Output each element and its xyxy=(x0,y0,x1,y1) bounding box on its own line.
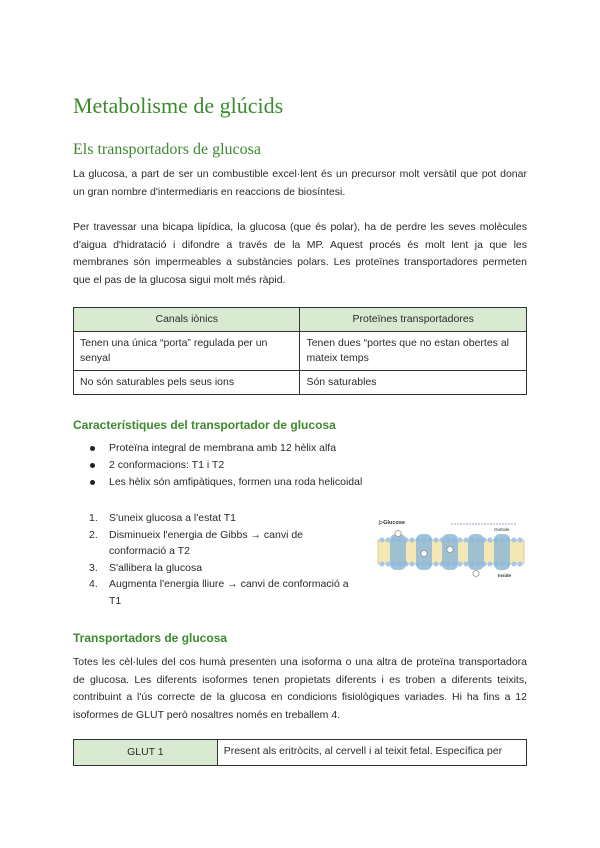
list-item-text: Proteïna integral de membrana amb 12 hèlix alfa xyxy=(109,442,337,454)
table-header-cell: Proteïnes transportadores xyxy=(300,308,527,332)
bullet-icon xyxy=(90,446,95,451)
list-number: 1. xyxy=(89,512,98,524)
bullet-icon xyxy=(90,480,95,485)
list-item-text: 2 conformacions: T1 i T2 xyxy=(109,459,225,471)
table-row xyxy=(74,371,527,395)
table-row xyxy=(74,332,527,371)
list-number: 2. xyxy=(89,528,98,541)
table-cell: No són saturables pels seus ions xyxy=(74,371,300,395)
glut-table xyxy=(73,739,527,766)
list-item xyxy=(73,440,362,457)
section-heading-characteristics: Característiques del transportador de glucosa xyxy=(73,418,336,432)
list-number: 3. xyxy=(89,561,98,574)
paragraph-bilayer: Per travessar una bicapa lipídica, la glucosa (que és polar), ha de perdre les seves molècules d'aigua d'hidratació i difondre a través de la MP. Aquest procés és molt lent ja que les membranes són impermeables a substàncies polars. Les proteïnes transportadores permeten que el pas de la glucosa sigui molt més ràpid. xyxy=(73,221,527,286)
page-title: Metabolisme de glúcids xyxy=(73,93,284,118)
paragraph-isoforms: Totes les cèl·lules del cos humà presenten una isoforma o una altra de proteïna transportadora de glucosa. Les diferents isoformes tenen propietats diferents i es troben a diferents teixits, contribuint a l'ús correcte de la glucosa en condicions fisiològiques variades. Hi ha fins a 12 isoformes de GLUT però nosaltres només en treballem 4. xyxy=(73,656,527,721)
list-item xyxy=(73,457,362,474)
list-item-text: Disminueix l'energia de Gibbs → canvi de conformació a T2 xyxy=(109,528,304,557)
table-cell: Són saturables xyxy=(300,371,527,395)
paragraph-intro: La glucosa, a part de ser un combustible excel·lent és un precursor molt versàtil que pot donar un gran nombre d'intermediaris en reaccions de biosíntesi. xyxy=(73,168,527,198)
table-row xyxy=(74,740,527,766)
figure-label-inside: Inside xyxy=(498,573,512,578)
section-heading-glucose-transporters: Transportadors de glucosa xyxy=(73,631,228,645)
bullet-icon xyxy=(90,463,95,468)
figure-label-glucose: ▷Glucose xyxy=(379,520,405,526)
section-heading-transporters: Els transportadors de glucosa xyxy=(73,141,261,158)
list-item-text: Les hèlix són amfipàtiques, formen una roda helicoidal xyxy=(109,476,363,488)
list-item xyxy=(73,510,363,527)
glut-description-cell: Present als eritròcits, al cervell i al teixit fetal. Específica per xyxy=(217,740,526,766)
numbered-list xyxy=(73,510,363,609)
figure-label-outside: Outside xyxy=(494,527,510,532)
table-cell: Tenen una única “porta” regulada per un senyal xyxy=(74,332,300,371)
list-item xyxy=(73,560,363,577)
comparison-table xyxy=(73,307,527,395)
list-item-text: S'uneix glucosa a l'estat T1 xyxy=(109,512,236,524)
glucose-transporter-figure xyxy=(376,516,526,581)
list-number: 4. xyxy=(89,578,98,590)
table-cell: Tenen dues “portes que no estan obertes al mateix temps xyxy=(300,332,527,371)
list-item-text: S'allibera la glucosa xyxy=(109,561,203,574)
table-header-row xyxy=(74,308,527,332)
list-item xyxy=(73,527,363,560)
bullet-list xyxy=(73,440,362,491)
list-item-text: Augmenta l'energia lliure → canvi de conformació a T1 xyxy=(109,578,349,607)
table-header-cell: Canals iònics xyxy=(74,308,300,332)
glut-name-cell: GLUT 1 xyxy=(74,740,218,766)
list-item xyxy=(73,474,362,491)
list-item xyxy=(73,576,363,609)
